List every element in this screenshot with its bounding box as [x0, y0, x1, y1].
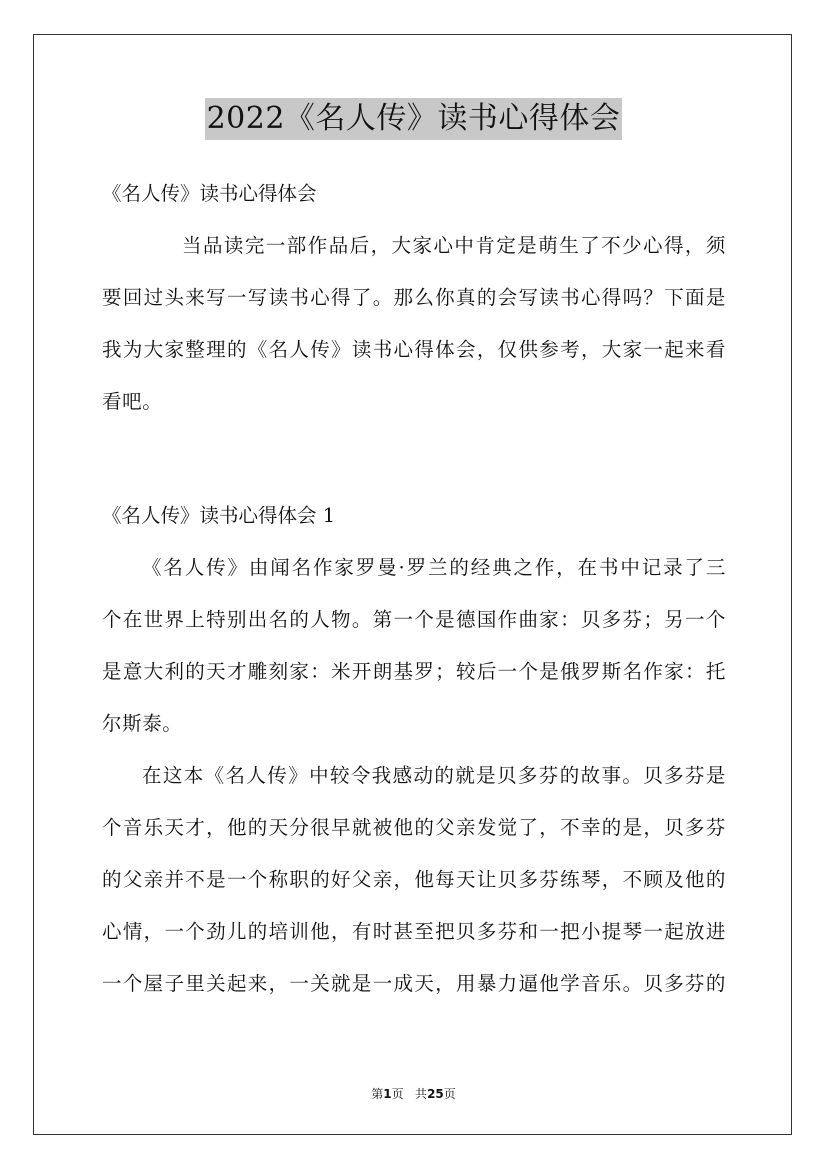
total-pages: 25: [427, 1087, 444, 1101]
section1-heading: 《名人传》读书心得体会 1: [102, 504, 336, 527]
paragraph-line: 个在世界上特别出名的人物。第一个是德国作曲家：贝多芬；另一个: [102, 608, 726, 631]
page-number: 1: [383, 1087, 392, 1101]
intro-paragraph: [102, 224, 726, 432]
paragraph-line: 要回过头来写一写读书心得了。那么你真的会写读书心得吗？下面是: [102, 286, 726, 309]
page-prefix: 第: [371, 1087, 384, 1101]
paragraph-line: 心情，一个劲儿的培训他，有时甚至把贝多芬和一把小提琴一起放进: [102, 920, 726, 943]
paragraph-line: 的父亲并不是一个称职的好父亲，他每天让贝多芬练琴，不顾及他的: [102, 868, 726, 891]
paragraph-line: 尔斯泰。: [102, 712, 183, 735]
total-prefix: 共: [415, 1087, 428, 1101]
paragraph-line: 看吧。: [102, 390, 163, 413]
paragraph-line: 一个屋子里关起来，一关就是一成天，用暴力逼他学音乐。贝多芬的: [102, 972, 726, 995]
page-suffix: 页: [391, 1087, 404, 1101]
title-container: [0, 98, 827, 140]
paragraph-line: 《名人传》由闻名作家罗曼·罗兰的经典之作，在书中记录了三: [142, 556, 726, 579]
paragraph-line: 是意大利的天才雕刻家：米开朗基罗；较后一个是俄罗斯名作家：托: [102, 660, 726, 683]
paragraph-line: 个音乐天才，他的天分很早就被他的父亲发觉了，不幸的是，贝多芬: [102, 816, 726, 839]
paragraph-line: 当品读完一部作品后，大家心中肯定是萌生了不少心得，须: [182, 234, 726, 257]
intro-heading: 《名人传》读书心得体会: [102, 182, 317, 205]
document-title: 2022《名人传》读书心得体会: [205, 98, 623, 140]
document-body: [102, 172, 726, 1014]
total-suffix: 页: [443, 1087, 456, 1101]
paragraph-line: 我为大家整理的《名人传》读书心得体会，仅供参考，大家一起来看: [102, 338, 726, 361]
paragraph-line: 在这本《名人传》中较令我感动的就是贝多芬的故事。贝多芬是: [142, 764, 726, 787]
section-spacer: [102, 432, 726, 494]
page-footer: [0, 1085, 827, 1102]
section1-paragraph-2: [102, 754, 726, 1014]
section1-paragraph-1: [102, 546, 726, 754]
